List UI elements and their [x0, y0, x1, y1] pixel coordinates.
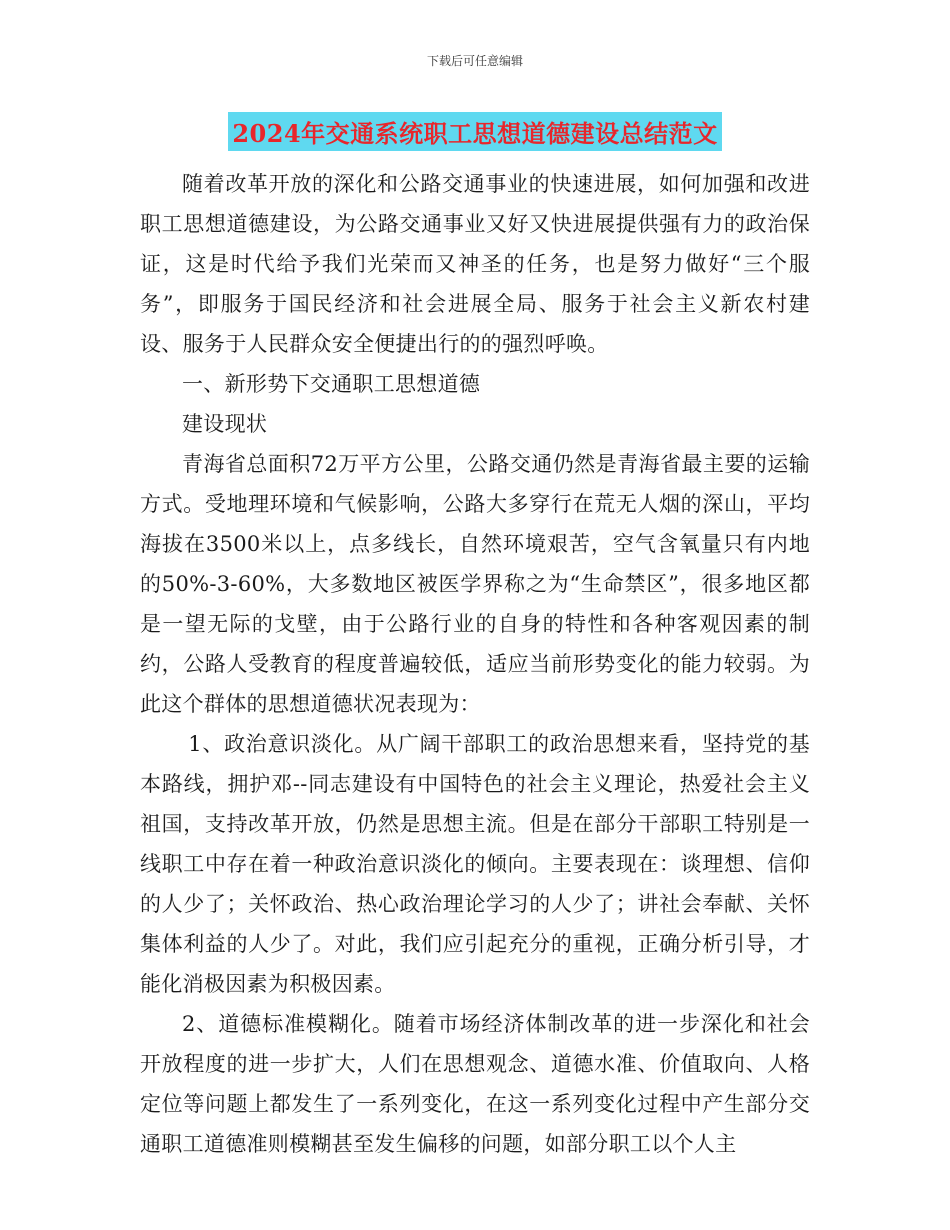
header-note: 下载后可任意编辑: [426, 54, 523, 68]
paragraph-qinghai: 青海省总面积72万平方公里，公路交通仍然是青海省最主要的运输方式。受地理环境和气候影响，公路大多穿行在荒无人烟的深山，平均海拔在3500米以上，点多线长，自然环境艰苦，空气含氧量只有内地的50%-3-60%，大多数地区被医学界称之为“生命禁区”，很多地区都是一望无际的戈壁，由于公路行业的自身的特性和各种客观因素的制约，公路人受教育的程度普遍较低，适应当前形势变化的能力较弱。为此这个群体的思想道德状况表现为：: [140, 452, 810, 716]
document-body: [140, 164, 810, 1164]
paragraph-intro: 随着改革开放的深化和公路交通事业的快速进展，如何加强和改进职工思想道德建设，为公路交通事业又好又快进展提供强有力的政治保证，这是时代给予我们光荣而又神圣的任务，也是努力做好“三个服务”，即服务于国民经济和社会进展全局、服务于社会主义新农村建设、服务于人民群众安全便捷出行的的强烈呼唤。: [140, 172, 810, 356]
document-title-wrapper: [0, 112, 950, 151]
section-heading-1-cont: 建设现状: [182, 412, 268, 436]
section-heading-1: 一、新形势下交通职工思想道德: [182, 372, 481, 396]
paragraph-item-1: 1、政治意识淡化。从广阔干部职工的政治思想来看，坚持党的基本路线，拥护邓--同志建设有中国特色的社会主义理论，热爱社会主义祖国，支持改革开放，仍然是思想主流。但是在部分干部职工特别是一线职工中存在着一种政治意识淡化的倾向。主要表现在：谈理想、信仰的人少了；关怀政治、热心政治理论学习的人少了；讲社会奉献、关怀集体利益的人少了。对此，我们应引起充分的重视，正确分析引导，才能化消极因素为积极因素。: [140, 732, 810, 996]
document-title: 2024年交通系统职工思想道德建设总结范文: [228, 112, 721, 151]
paragraph-item-2: 2、道德标准模糊化。随着市场经济体制改革的进一步深化和社会开放程度的进一步扩大，人们在思想观念、道德水准、价值取向、人格定位等问题上都发生了一系列变化，在这一系列变化过程中产生部分交通职工道德准则模糊甚至发生偏移的问题，如部分职工以个人主: [140, 1012, 810, 1156]
